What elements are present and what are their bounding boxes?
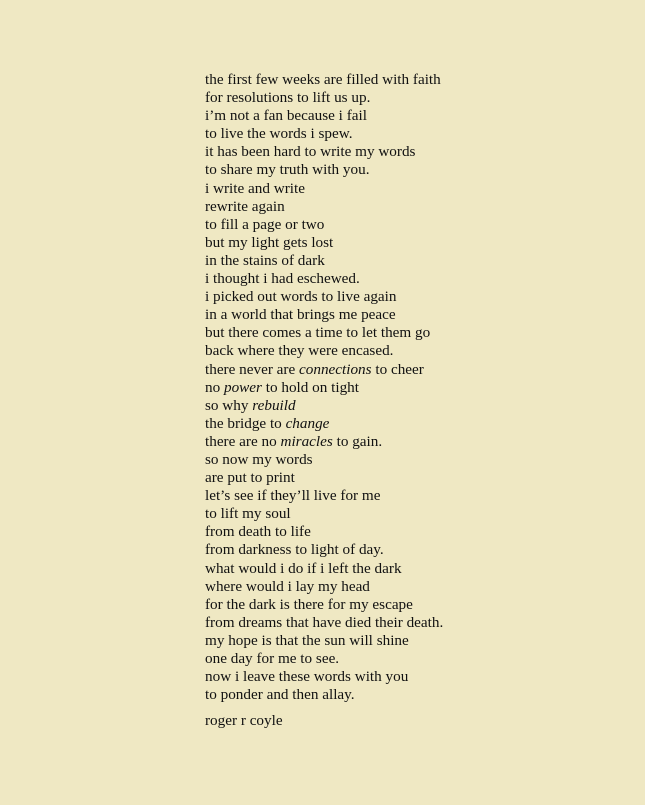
poem-line: rewrite again xyxy=(205,197,285,215)
poem-line: my hope is that the sun will shine xyxy=(205,631,409,649)
poem-line-emphasis: miracles xyxy=(280,432,333,450)
poem-line xyxy=(205,379,625,397)
poem-line xyxy=(205,415,625,433)
poem-line: but there comes a time to let them go xyxy=(205,324,431,342)
poem-line: where would i lay my head xyxy=(205,577,370,595)
poem-line: what would i do if i left the dark xyxy=(205,559,402,577)
poem-line-text: to gain. xyxy=(332,432,383,450)
poem-line: so now my words xyxy=(205,450,313,468)
poem-line: from darkness to light of day. xyxy=(205,541,384,559)
poem-line: i’m not a fan because i fail xyxy=(205,107,367,125)
poem-line: let’s see if they’ll live for me xyxy=(205,487,381,505)
poem-line-text: no xyxy=(205,378,224,396)
poem-line-text: so why xyxy=(205,396,253,414)
poem-line: for resolutions to lift us up. xyxy=(205,89,371,107)
poem-line: i thought i had eschewed. xyxy=(205,270,360,288)
poem-line-text: the bridge to xyxy=(205,414,286,432)
poem-line: are put to print xyxy=(205,469,295,487)
poem-body xyxy=(205,71,625,704)
poem-line-text: to hold on tight xyxy=(261,378,359,396)
poem-line xyxy=(205,397,625,415)
poem-line: i write and write xyxy=(205,179,305,197)
poem-line xyxy=(205,433,625,451)
poem-line: to ponder and then allay. xyxy=(205,686,355,704)
poem-line: it has been hard to write my words xyxy=(205,143,416,161)
poem-line: the first few weeks are filled with faith xyxy=(205,71,441,88)
poem-line: i picked out words to live again xyxy=(205,288,397,306)
poem-line-emphasis: connections xyxy=(299,360,372,378)
poem-line: but my light gets lost xyxy=(205,233,334,251)
poem-line: to share my truth with you. xyxy=(205,161,370,179)
poem-line: one day for me to see. xyxy=(205,650,340,667)
poem-line-text: there never are xyxy=(205,360,300,378)
poem-line-emphasis: power xyxy=(223,378,262,396)
poem-line-text: there are no xyxy=(205,432,281,450)
poem-line: to lift my soul xyxy=(205,505,291,523)
poem-line: in a world that brings me peace xyxy=(205,306,396,324)
poem-line: to fill a page or two xyxy=(205,215,325,233)
author-signature: roger r coyle xyxy=(205,712,283,729)
poem-line xyxy=(205,361,625,379)
poem-line: now i leave these words with you xyxy=(205,668,409,686)
poem-line-text: to cheer xyxy=(371,360,424,378)
poem-line: in the stains of dark xyxy=(205,251,325,269)
poem-line: for the dark is there for my escape xyxy=(205,595,413,613)
poem-line: to live the words i spew. xyxy=(205,125,353,143)
poem-line: back where they were encased. xyxy=(205,342,394,360)
poem-line-emphasis: rebuild xyxy=(252,396,296,414)
poem-line: from death to life xyxy=(205,523,311,541)
poem-line-emphasis: change xyxy=(285,414,330,432)
poem-line: from dreams that have died their death. xyxy=(205,613,444,631)
